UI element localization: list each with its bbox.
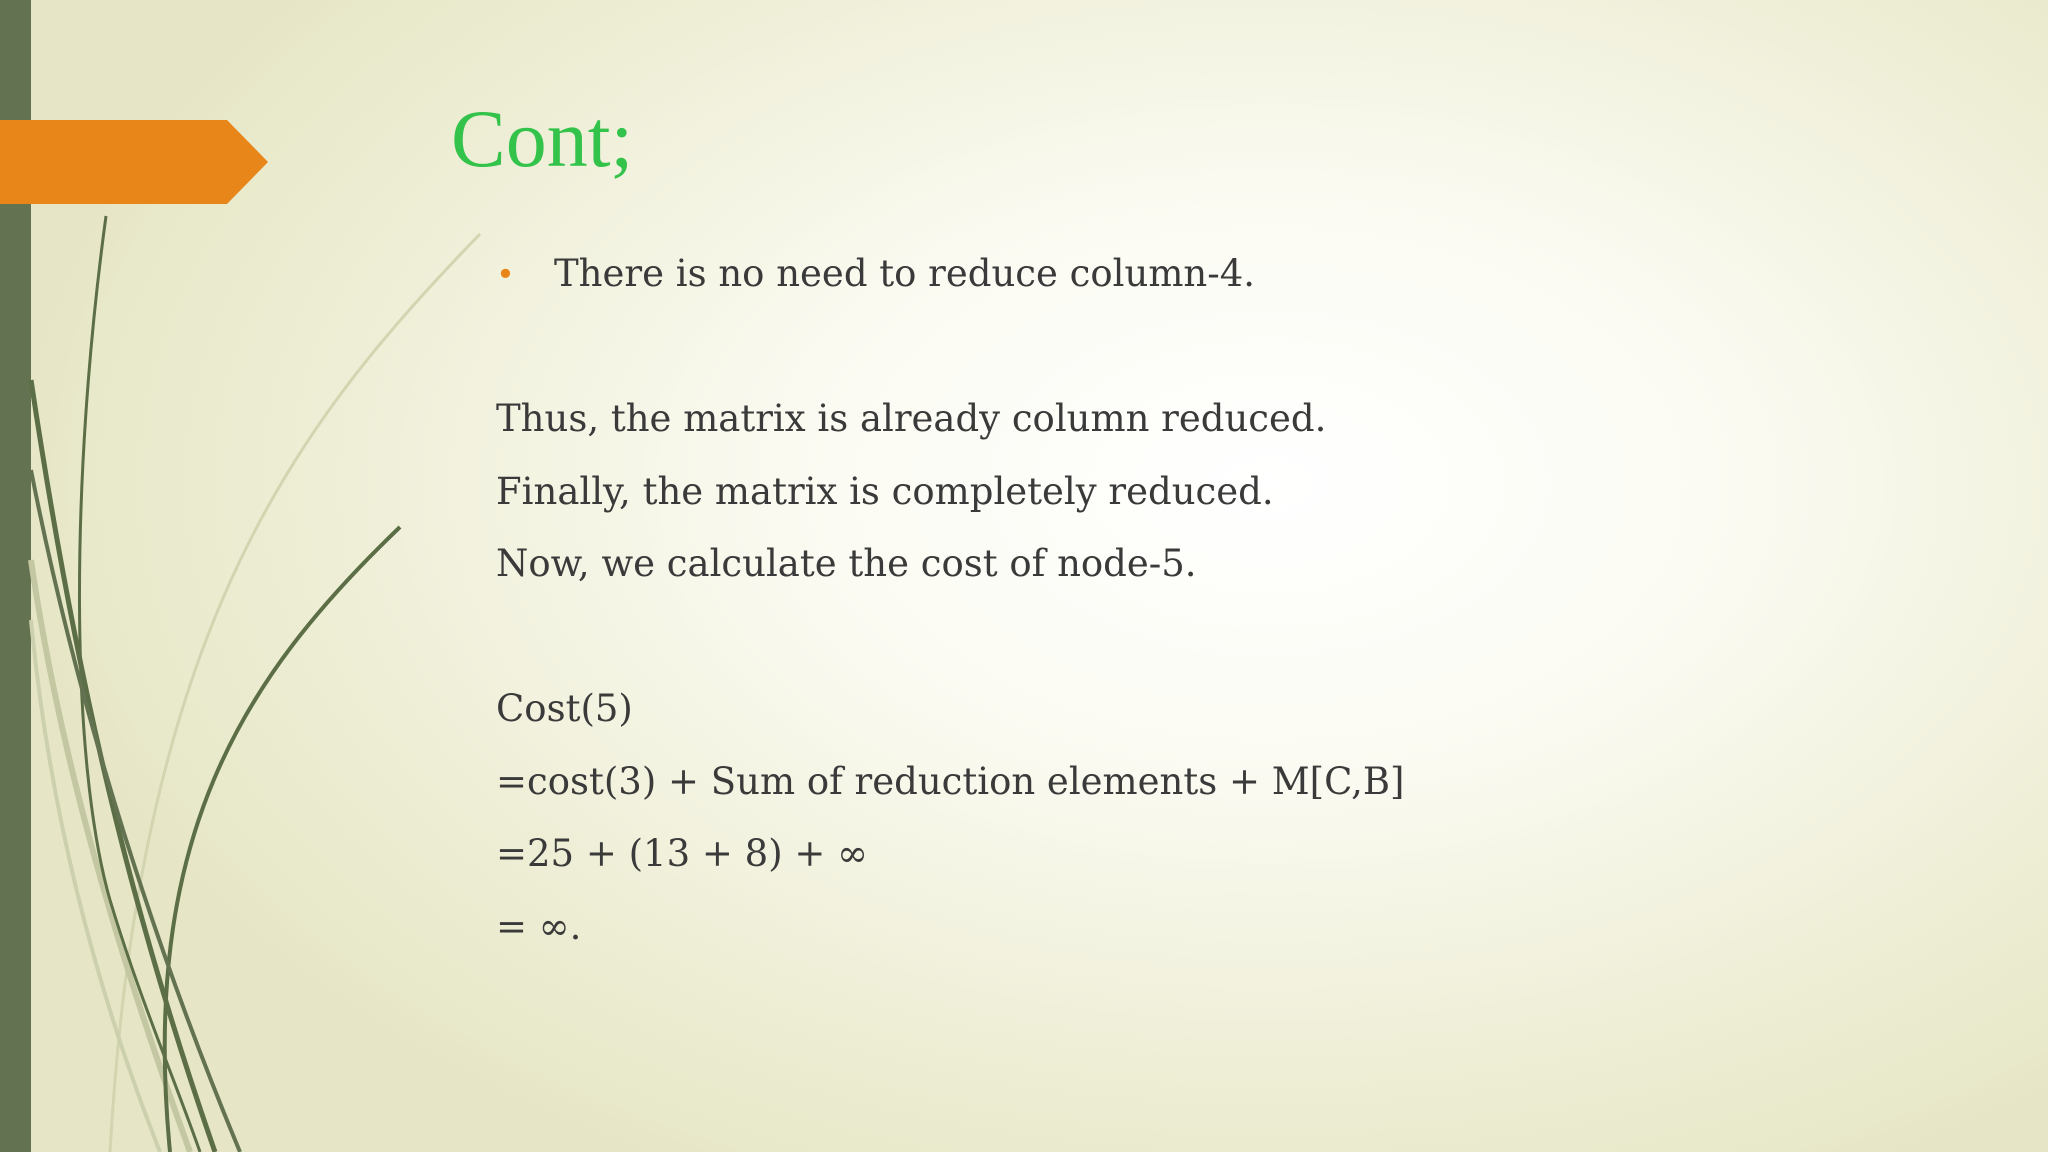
bullet-text: There is no need to reduce column-4. (554, 252, 1256, 295)
slide-title: Cont; (451, 93, 634, 184)
spacer (496, 601, 1796, 674)
formula-line-cost-label: Cost(5) (496, 687, 633, 730)
formula-line-values: =25 + (13 + 8) + ∞ (496, 832, 868, 875)
spacer (496, 311, 1796, 384)
text-line-matrix-column-reduced: Thus, the matrix is already column reduced. (496, 397, 1327, 440)
dark-stem-2 (31, 380, 215, 1152)
bullet-item (496, 238, 1796, 311)
orange-arrow-tab (0, 120, 268, 204)
bullet-icon: • (496, 255, 515, 293)
dark-stem-3 (165, 527, 400, 1152)
slide-content (496, 238, 1796, 963)
formula-line-result: = ∞. (496, 904, 582, 948)
formula-line-expression: =cost(3) + Sum of reduction elements + M[C,B] (496, 759, 1405, 803)
text-line-matrix-completely-reduced: Finally, the matrix is completely reduced. (496, 469, 1274, 513)
text-line-calculate-cost: Now, we calculate the cost of node-5. (496, 542, 1197, 585)
